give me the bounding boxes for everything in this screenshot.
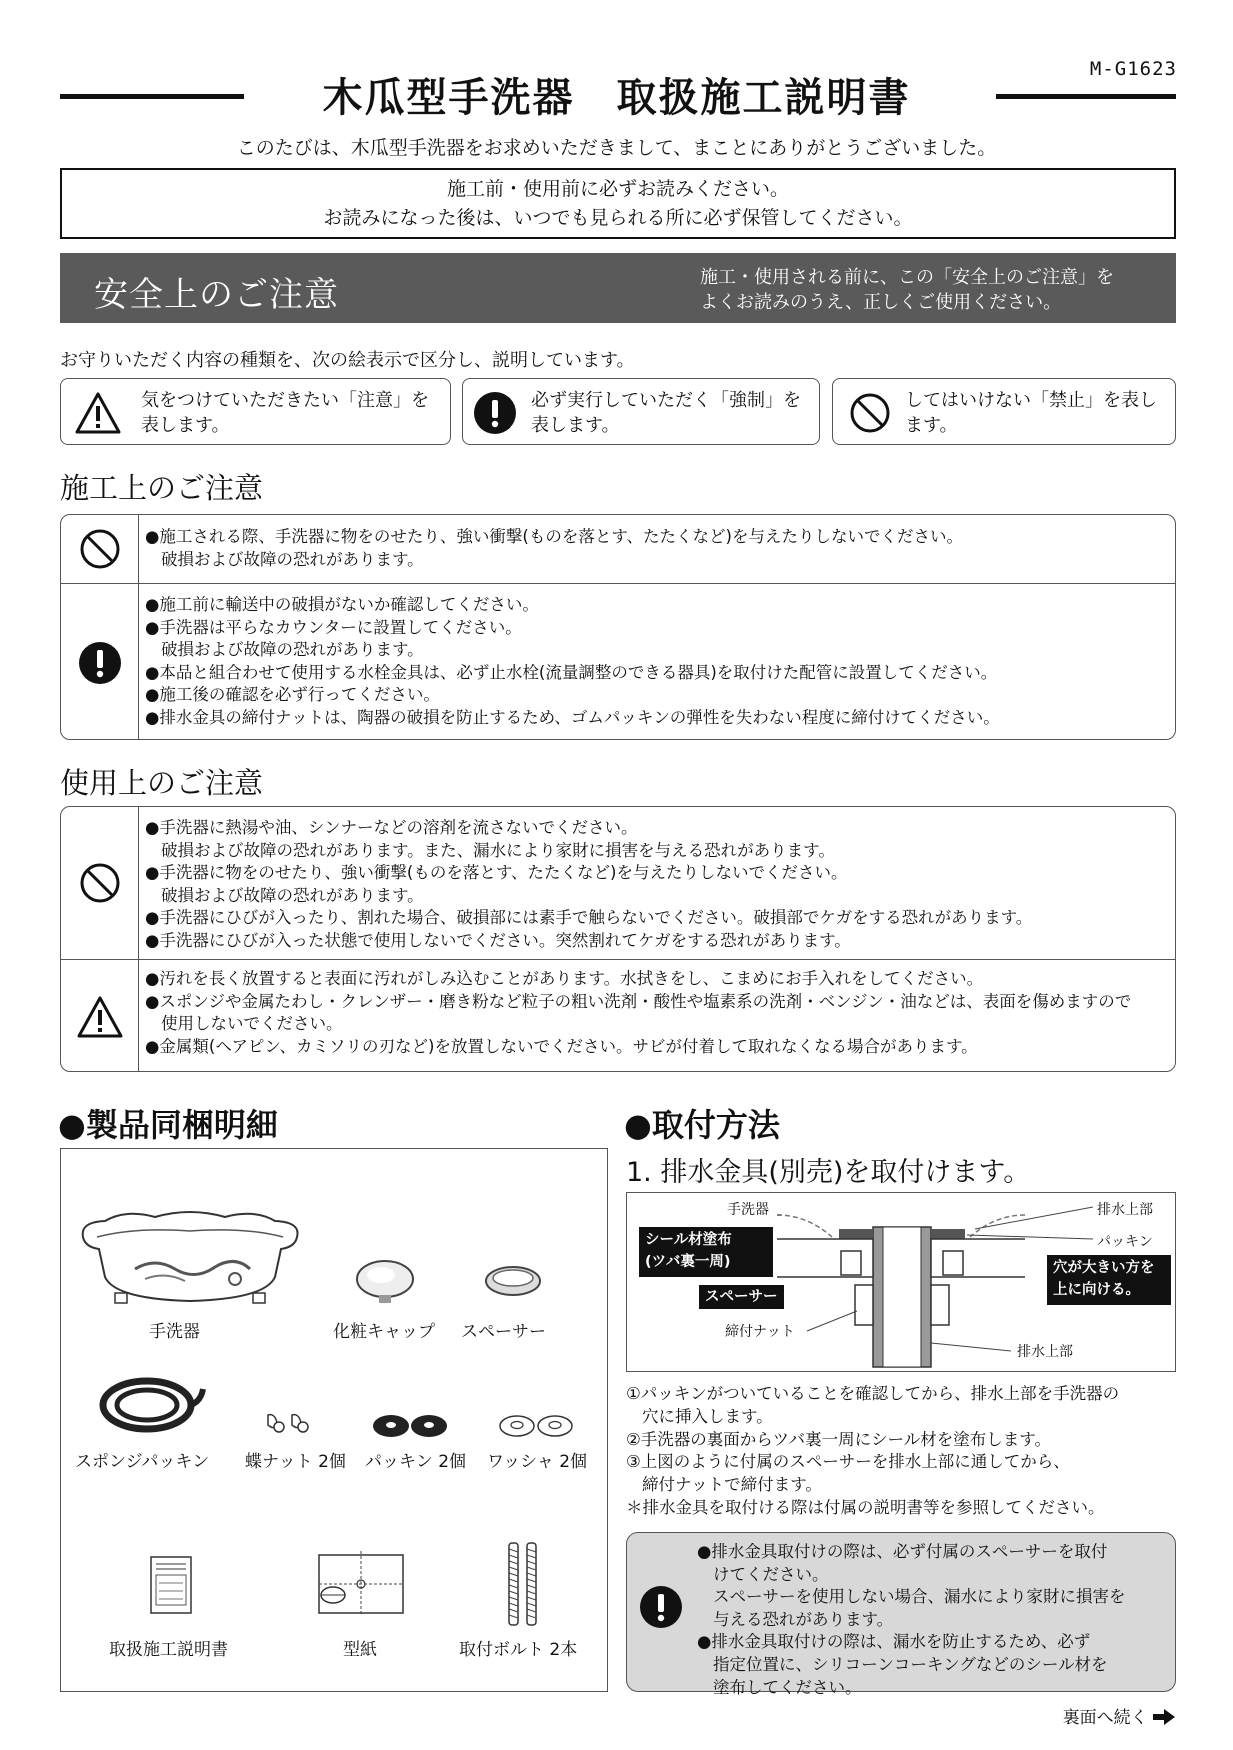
text-line: ●スポンジや金属たわし・クレンザー・磨き粉など粒子の粗い洗剤・酸性や塩素系の洗剤・ベンジン・油などは、表面を傷めますので	[145, 991, 1132, 1011]
notice-line-1: 施工前・使用前に必ずお読みください。	[446, 178, 789, 200]
seal-line-2: (ツバ裏一周)	[645, 1254, 731, 1270]
hole-note-line-2: 上に向ける。	[1053, 1282, 1140, 1298]
legend-intro: お守りいただく内容の種類を、次の絵表示で区分し、説明しています。	[60, 350, 635, 371]
legend-mandatory-text	[531, 388, 801, 438]
usage-table	[60, 806, 1176, 1072]
spacer-label: スペーサー	[461, 1322, 546, 1342]
drain-installation-diagram	[626, 1192, 1176, 1372]
text-line: けてください。	[713, 1564, 829, 1584]
safety-banner	[60, 253, 1176, 323]
legend-prohibited-line-2: ます。	[905, 415, 958, 436]
text-line: ③上図のように付属のスペーサーを排水上部に通してから、	[626, 1452, 1070, 1472]
row-icon-cell	[61, 807, 139, 959]
construction-mandatory-row	[61, 583, 1175, 740]
diagram-label-basin: 手洗器	[727, 1202, 769, 1218]
construction-mandatory-text	[145, 584, 1175, 739]
text-line: 破損および故障の恐れがあります。	[161, 549, 424, 569]
diagram-label-seal	[639, 1227, 773, 1277]
contents-box	[60, 1148, 608, 1692]
text-line: ＊排水金具を取付ける際は付属の説明書等を参照してください。	[626, 1497, 1105, 1517]
prohibited-icon	[78, 861, 122, 905]
text-line: 締付ナットで締付ます。	[642, 1475, 822, 1495]
usage-prohibit-row	[61, 807, 1175, 959]
template-label: 型紙	[343, 1640, 377, 1660]
diagram-label-spacer: スペーサー	[699, 1285, 784, 1309]
cap-label: 化粧キャップ	[333, 1322, 435, 1342]
prohibited-icon	[78, 527, 122, 571]
legend-prohibited-line-1: してはいけない「禁止」を表し	[905, 390, 1157, 411]
packing-illustration	[371, 1413, 451, 1439]
text-line: ●排水金具取付けの際は、必ず付属のスペーサーを取付	[697, 1542, 1108, 1561]
row-icon-cell	[61, 960, 139, 1072]
basin-label: 手洗器	[149, 1322, 200, 1342]
text-line: ●本品と組合わせて使用する水栓金具は、必ず止水栓(流量調整のできる器具)を取付けた配管に設置してください。	[145, 662, 998, 682]
safety-banner-sub-1: 施工・使用される前に、この「安全上のご注意」を	[700, 267, 1114, 288]
install-step-instructions	[626, 1383, 1119, 1520]
text-line: ②手洗器の裏面からツバ裏一周にシール材を塗布します。	[626, 1429, 1051, 1449]
safety-banner-sub-2: よくお読みのうえ、正しくご使用ください。	[700, 292, 1062, 313]
text-line: 使用しないでください。	[161, 1014, 343, 1033]
washer-label: ワッシャ 2個	[487, 1452, 588, 1472]
text-line: 穴に挿入します。	[642, 1406, 773, 1426]
seal-line-1: シール材塗布	[645, 1232, 732, 1248]
construction-prohibit-row	[61, 515, 1175, 583]
arrow-right-icon	[1153, 1709, 1175, 1725]
row-icon-cell	[61, 515, 139, 583]
usage-caution-text	[145, 960, 1175, 1068]
sponge-packing-label: スポンジパッキン	[75, 1452, 210, 1472]
text-line: ●施工前に輸送中の破損がないか確認してください。	[145, 595, 539, 614]
text-line: ●手洗器に物をのせたり、強い衝撃(ものを落とす、たたくなど)を与えたりしないでください。	[145, 863, 848, 882]
washer-illustration	[497, 1413, 577, 1439]
wingnut-label: 蝶ナット 2個	[245, 1452, 346, 1472]
text-line: 破損および故障の恐れがあります。	[161, 885, 424, 905]
install-warning-box	[626, 1532, 1176, 1697]
template-illustration	[317, 1549, 405, 1617]
caution-triangle-icon	[75, 391, 121, 435]
legend-prohibited	[832, 378, 1176, 445]
construction-table	[60, 514, 1176, 740]
legend-caution	[60, 378, 451, 445]
diagram-label-nut: 締付ナット	[725, 1324, 795, 1340]
legend-mandatory-line-1: 必ず実行していただく「強制」を	[531, 390, 801, 411]
safety-banner-title: 安全上のご注意	[94, 275, 339, 315]
text-line: ●汚れを長く放置すると表面に汚れがしみ込むことがあります。水拭きをし、こまめにお手入れをしてください。	[145, 969, 984, 988]
text-line: ●手洗器にひびが入ったり、割れた場合、破損部には素手で触らないでください。破損部でケガをする恐れがあります。	[145, 908, 1033, 927]
text-line: ●手洗器は平らなカウンターに設置してください。	[145, 617, 522, 637]
diagram-label-packing: パッキン	[1097, 1234, 1153, 1250]
thanks-message: このたびは、木瓜型手洗器をお求めいただきまして、まことにありがとうございました。	[236, 137, 997, 159]
row-icon-cell	[61, 584, 139, 740]
legend-caution-line-1: 気をつけていただきたい「注意」を	[141, 390, 429, 411]
wingnut-illustration	[265, 1411, 315, 1437]
text-line: 与える恐れがあります。	[713, 1609, 894, 1629]
continue-overleaf-text: 裏面へ続く	[1062, 1708, 1148, 1728]
notice-line-2: お読みになった後は、いつでも見られる所に必ず保管してください。	[323, 207, 913, 229]
caution-triangle-icon	[76, 995, 124, 1039]
mandatory-exclamation-icon	[473, 391, 519, 435]
bolt-illustration	[505, 1541, 541, 1627]
usage-prohibit-text	[145, 807, 1175, 962]
install-heading: ●取付方法	[624, 1106, 780, 1144]
construction-heading: 施工上のご注意	[60, 471, 264, 505]
diagram-label-hole-note	[1047, 1255, 1171, 1305]
legend-mandatory	[462, 378, 820, 445]
basin-illustration	[75, 1207, 305, 1307]
text-line: ①パッキンがついていることを確認してから、排水上部を手洗器の	[626, 1384, 1120, 1403]
diagram-label-drain-top-bottom: 排水上部	[1017, 1344, 1073, 1360]
continue-overleaf	[1063, 1703, 1175, 1728]
text-line: ●手洗器にひびが入った状態で使用しないでください。突然割れてケガをする恐れがあります。	[145, 930, 851, 950]
spacer-illustration	[483, 1261, 543, 1299]
diagram-label-drain-top: 排水上部	[1097, 1202, 1153, 1218]
text-line: ●排水金具取付けの際は、漏水を防止するため、必ず	[697, 1632, 1091, 1652]
legend-caution-text	[141, 388, 429, 438]
read-notice-box	[60, 168, 1176, 239]
text-line: ●施工される際、手洗器に物をのせたり、強い衝撃(ものを落とす、たたくなど)を与えたりしないでください。	[145, 527, 963, 546]
packing-label: パッキン 2個	[365, 1452, 467, 1472]
text-line: ●施工後の確認を必ず行ってください。	[145, 685, 440, 704]
bolt-label: 取付ボルト 2本	[459, 1640, 578, 1660]
install-warning-text	[697, 1541, 1126, 1699]
safety-banner-subtitle	[700, 265, 1114, 315]
usage-heading: 使用上のご注意	[60, 766, 264, 800]
legend-mandatory-line-2: 表します。	[531, 415, 620, 436]
text-line: 破損および故障の恐れがあります。	[161, 640, 424, 659]
text-line: ●手洗器に熱湯や油、シンナーなどの溶剤を流さないでください。	[145, 818, 638, 837]
text-line: 破損および故障の恐れがあります。また、漏水により家財に損害を与える恐れがあります。	[161, 840, 835, 860]
manual-illustration	[149, 1555, 193, 1615]
hole-note-line-1: 穴が大きい方を	[1053, 1260, 1155, 1276]
manual-label: 取扱施工説明書	[109, 1640, 228, 1660]
mandatory-exclamation-icon	[639, 1585, 683, 1629]
legend-prohibited-text	[905, 388, 1157, 438]
sponge-packing-illustration	[97, 1375, 207, 1435]
text-line: ●排水金具の締付ナットは、陶器の破損を防止するため、ゴムパッキンの弾性を失わない程度に締付けてください。	[145, 707, 1000, 727]
legend-caution-line-2: 表します。	[141, 415, 230, 436]
install-step-1-title: 1. 排水金具(別売)を取付けます。	[626, 1157, 1031, 1188]
page-title: 木瓜型手洗器 取扱施工説明書	[322, 75, 911, 121]
text-line: 指定位置に、シリコーンコーキングなどのシール材を	[713, 1654, 1108, 1674]
construction-prohibit-text	[145, 515, 1175, 581]
document-code: M-G1623	[1089, 58, 1177, 80]
text-line: スペーサーを使用しない場合、漏水により家財に損害を	[713, 1587, 1126, 1607]
text-line: 塗布してください。	[713, 1677, 862, 1697]
mandatory-exclamation-icon	[78, 641, 122, 685]
contents-heading: ●製品同梱明細	[58, 1106, 278, 1144]
prohibited-icon	[847, 391, 893, 435]
usage-caution-row	[61, 959, 1175, 1072]
text-line: ●金属類(ヘアピン、カミソリの刃など)を放置しないでください。サビが付着して取れなくなる場合があります。	[145, 1036, 978, 1056]
cap-illustration	[353, 1257, 417, 1307]
